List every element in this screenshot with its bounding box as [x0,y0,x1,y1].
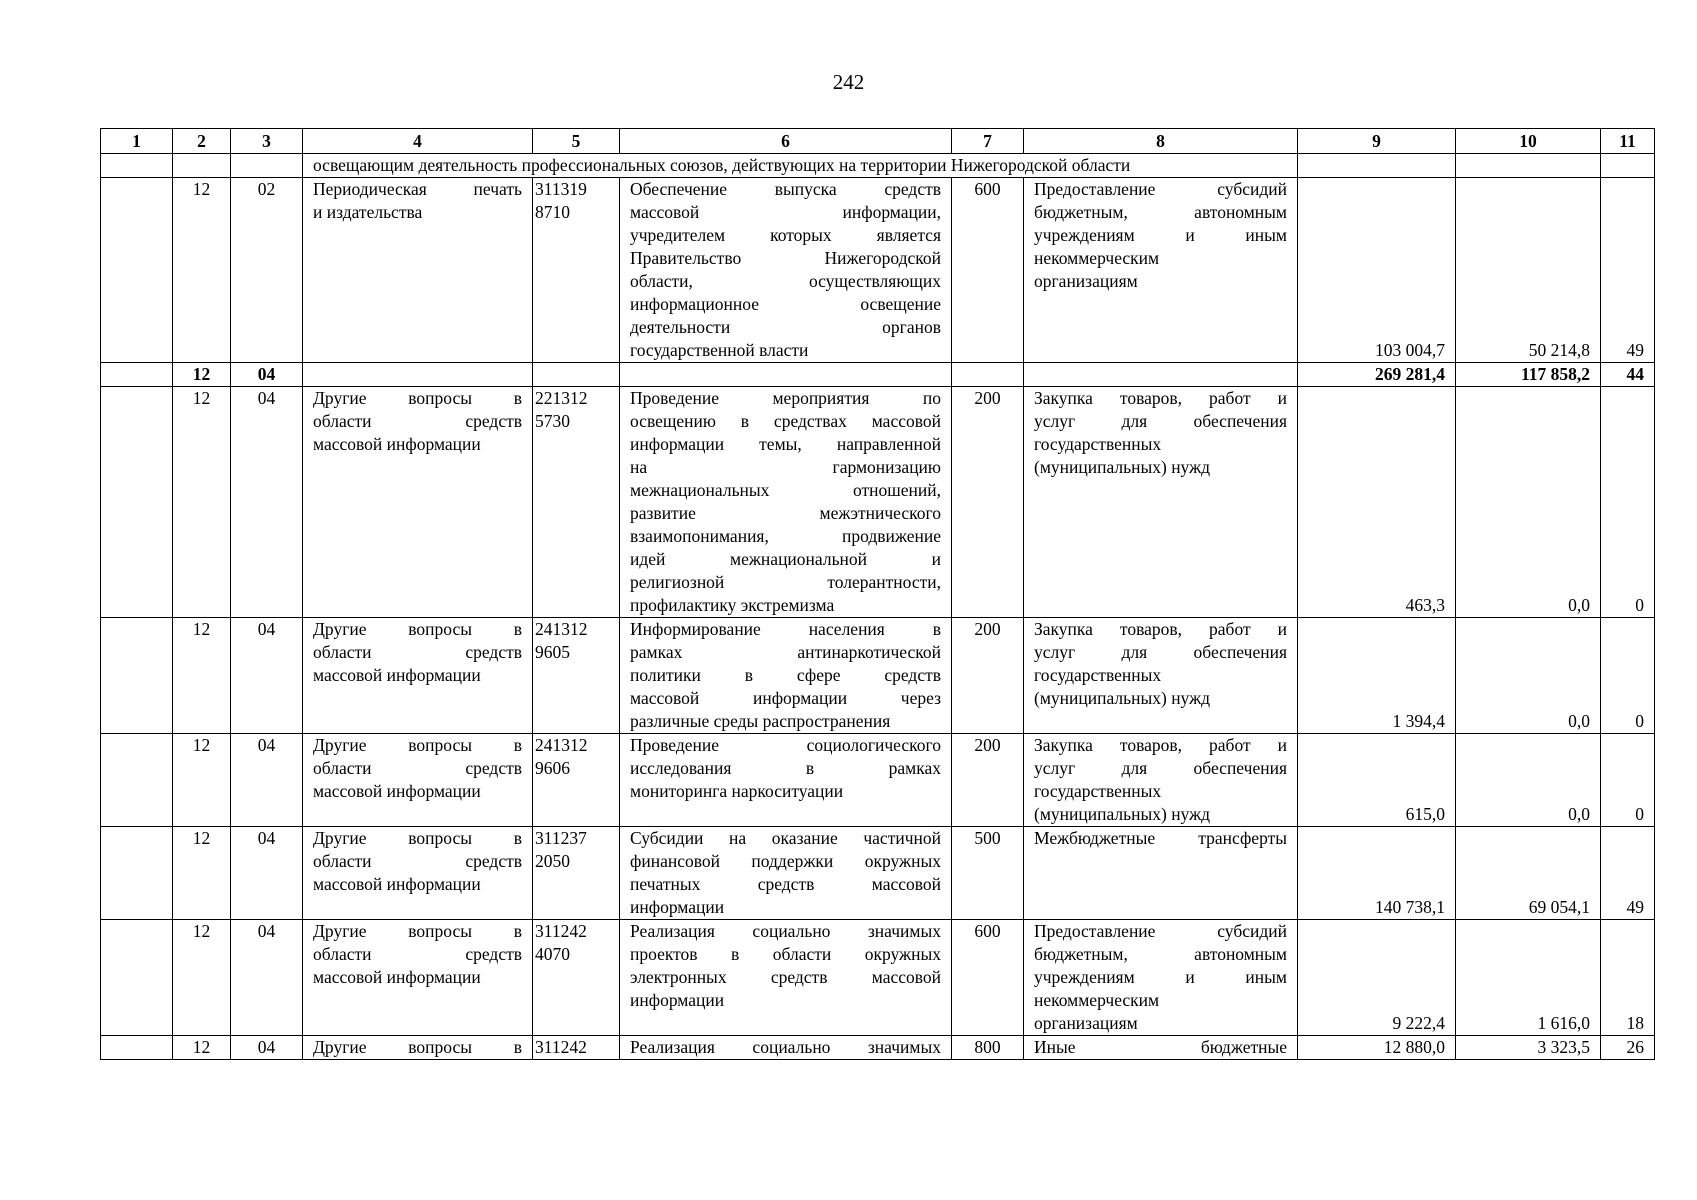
cell-line: 9605 [535,642,570,662]
cell-line: некоммерческим [1034,990,1160,1010]
cell-col1 [101,618,173,734]
cell-expense-type: 600 [952,920,1024,1036]
cell-line: Межбюджетные трансферты [1034,828,1287,848]
cell-line: государственной власти [630,340,809,360]
cell-line: идей межнациональной и [630,549,941,569]
cell-section: 12 [173,387,231,618]
cell-name [303,734,533,827]
cell-expense-type-name [1024,387,1298,618]
cell-line: 311242 [535,921,587,941]
cell-line: деятельности органов [630,317,941,337]
cell-line: Проведение социологического [630,735,941,755]
cell-section: 12 [173,618,231,734]
cell-line: учреждениям и иным [1034,967,1287,987]
continuation-text: освещающим деятельность профессиональных союзов, действующих на территории Нижегородской области [303,154,1298,178]
cell-executed: 3 323,5 [1456,1036,1601,1060]
cell-percent: 0 [1601,387,1655,618]
cell-line: Правительство Нижегородской [630,248,941,268]
cell-expense-type: 500 [952,827,1024,920]
cell-line: Периодическая печать [313,179,522,199]
cell-description [620,920,952,1036]
cell-planned: 9 222,4 [1298,920,1456,1036]
cell-col1 [101,734,173,827]
cell-subsection: 04 [231,827,303,920]
cell-line: организациям [1034,1013,1138,1033]
cell-expense-type: 200 [952,618,1024,734]
cell-line: 221312 [535,388,588,408]
cell-section: 12 [173,827,231,920]
cell-expense-type-name [1024,178,1298,363]
cell-line: услуг для обеспечения [1034,758,1287,778]
column-header: 7 [952,129,1024,154]
cell-executed: 0,0 [1456,618,1601,734]
cell-line: области средств [313,944,522,964]
cell-line: Другие вопросы в [313,735,522,755]
cell-line: мониторинга наркоситуации [630,781,844,801]
column-header: 5 [533,129,620,154]
cell-line: массовой информации [313,434,481,454]
cell-expense-type-name [1024,827,1298,920]
cell-col1 [101,920,173,1036]
cell-name [303,363,533,387]
cell-line: Проведение мероприятия по [630,388,941,408]
cell-section: 12 [173,1036,231,1060]
cell-name [303,1036,533,1060]
cell-target-code [533,734,620,827]
cell-section: 12 [173,920,231,1036]
column-number-row [101,129,1655,154]
cell-subsection: 04 [231,734,303,827]
cell-planned: 269 281,4 [1298,363,1456,387]
cell-subsection: 04 [231,920,303,1036]
cell-target-code [533,178,620,363]
cell-line: освещению в средствах массовой [630,411,941,431]
cell-line: Другие вопросы в [313,921,522,941]
cell-subsection: 04 [231,387,303,618]
cell-line: Иные бюджетные [1034,1037,1287,1057]
cell-line: 4070 [535,944,570,964]
cell-line: (муниципальных) нужд [1034,688,1211,708]
cell-line: учреждениям и иным [1034,225,1287,245]
cell-line: Другие вопросы в [313,828,522,848]
cell-planned: 140 738,1 [1298,827,1456,920]
cell-description [620,178,952,363]
cell-line: 311237 [535,828,587,848]
cell-line: Обеспечение выпуска средств [630,179,941,199]
cell-line: 2050 [535,851,570,871]
cell-name [303,178,533,363]
cell-line: массовой информации [313,874,481,894]
cell-planned: 12 880,0 [1298,1036,1456,1060]
budget-table [100,128,1655,1060]
table-row [101,178,1655,363]
subtotal-row [101,363,1655,387]
cell-line: Закупка товаров, работ и [1034,388,1287,408]
cell-planned: 1 394,4 [1298,618,1456,734]
cell-line: массовой информации [313,781,481,801]
cell-line: Другие вопросы в [313,388,522,408]
cell-line: 311319 [535,179,587,199]
cell-expense-type: 800 [952,1036,1024,1060]
cell-expense-type-name [1024,363,1298,387]
cell-description [620,387,952,618]
cell-name [303,387,533,618]
cell-line: государственных [1034,434,1162,454]
cell-description [620,1036,952,1060]
cell-line: области, осуществляющих [630,271,941,291]
cell-subsection: 04 [231,363,303,387]
continuation-row [101,154,1655,178]
cell-line: некоммерческим [1034,248,1160,268]
cell-executed: 69 054,1 [1456,827,1601,920]
cell-line: развитие межэтнического [630,503,941,523]
cell-expense-type [952,363,1024,387]
cell-line: (муниципальных) нужд [1034,457,1211,477]
cell-executed: 1 616,0 [1456,920,1601,1036]
column-header: 10 [1456,129,1601,154]
cell-line: массовой информации [313,665,481,685]
cell-expense-type: 600 [952,178,1024,363]
cell-col1 [101,363,173,387]
cell-line: 9606 [535,758,570,778]
table-row [101,1036,1655,1060]
cell-line: различные среды распространения [630,711,891,731]
cell-name [303,920,533,1036]
cell-line: 311242 [535,1037,587,1057]
cell-planned: 615,0 [1298,734,1456,827]
cell-target-code [533,618,620,734]
cell-percent: 18 [1601,920,1655,1036]
cell-target-code [533,387,620,618]
table-row [101,734,1655,827]
cell-line: области средств [313,758,522,778]
cell-line: печатных средств массовой [630,874,941,894]
cell-expense-type: 200 [952,734,1024,827]
cell-line: массовой информации, [630,202,941,222]
cell-line: Другие вопросы в [313,1037,522,1057]
cell-line: информационное освещение [630,294,941,314]
cell-line: на гармонизацию [630,457,941,477]
cell-target-code [533,363,620,387]
cell-target-code [533,920,620,1036]
cell-percent: 0 [1601,618,1655,734]
cell-line: 241312 [535,735,588,755]
cell-line: Реализация социально значимых [630,1037,941,1057]
cell-line: массовой информации через [630,688,941,708]
cell-col1 [101,387,173,618]
cell-line: государственных [1034,665,1162,685]
cell-line: Предоставление субсидий [1034,921,1287,941]
column-header: 6 [620,129,952,154]
cell-col1 [101,827,173,920]
page-number: 242 [832,70,865,94]
cell-target-code [533,1036,620,1060]
cell-line: (муниципальных) нужд [1034,804,1211,824]
cell-line: массовой информации [313,967,481,987]
cell-line: Информирование населения в [630,619,941,639]
cell-line: профилактику экстремизма [630,595,835,615]
cell-description [620,827,952,920]
cell-percent: 44 [1601,363,1655,387]
cell-line: области средств [313,411,522,431]
cell-line: области средств [313,642,522,662]
cell-line: исследования в рамках [630,758,941,778]
cell-line: информации темы, направленной [630,434,941,454]
table-row [101,827,1655,920]
cell-description [620,363,952,387]
cell-line: 241312 [535,619,588,639]
cell-col1 [101,1036,173,1060]
cell-percent: 49 [1601,178,1655,363]
cell-line: взаимопонимания, продвижение [630,526,941,546]
cell-expense-type-name [1024,734,1298,827]
cell-subsection: 04 [231,618,303,734]
column-header: 2 [173,129,231,154]
cell-name [303,827,533,920]
cell-planned: 103 004,7 [1298,178,1456,363]
cell-name [303,618,533,734]
cell-line: Закупка товаров, работ и [1034,735,1287,755]
cell-line: информации [630,990,725,1010]
cell-line: Другие вопросы в [313,619,522,639]
table-row [101,618,1655,734]
table-row [101,387,1655,618]
cell-section: 12 [173,734,231,827]
cell-line: рамках антинаркотической [630,642,941,662]
cell-line: области средств [313,851,522,871]
column-header: 9 [1298,129,1456,154]
cell-line: организациям [1034,271,1138,291]
cell-line: государственных [1034,781,1162,801]
cell-line: межнациональных отношений, [630,480,941,500]
cell-subsection: 04 [231,1036,303,1060]
cell-line: бюджетным, автономным [1034,202,1287,222]
table-row [101,920,1655,1036]
cell-line: финансовой поддержки окружных [630,851,941,871]
cell-line: проектов в области окружных [630,944,941,964]
column-header: 1 [101,129,173,154]
cell-line: и издательства [313,202,423,222]
cell-section: 12 [173,363,231,387]
cell-expense-type-name [1024,1036,1298,1060]
column-header: 4 [303,129,533,154]
cell-executed: 117 858,2 [1456,363,1601,387]
cell-description [620,734,952,827]
cell-line: Предоставление субсидий [1034,179,1287,199]
cell-expense-type-name [1024,618,1298,734]
cell-expense-type: 200 [952,387,1024,618]
cell-line: 8710 [535,202,570,222]
cell-line: учредителем которых является [630,225,941,245]
cell-line: бюджетным, автономным [1034,944,1287,964]
cell-line: 5730 [535,411,570,431]
cell-col1 [101,178,173,363]
cell-target-code [533,827,620,920]
cell-line: Реализация социально значимых [630,921,941,941]
cell-line: политики в сфере средств [630,665,941,685]
cell-percent: 26 [1601,1036,1655,1060]
cell-line: электронных средств массовой [630,967,941,987]
cell-line: религиозной толерантности, [630,572,941,592]
cell-subsection: 02 [231,178,303,363]
cell-executed: 0,0 [1456,734,1601,827]
cell-expense-type-name [1024,920,1298,1036]
cell-line: информации [630,897,725,917]
cell-executed: 0,0 [1456,387,1601,618]
cell-executed: 50 214,8 [1456,178,1601,363]
cell-percent: 0 [1601,734,1655,827]
cell-line: услуг для обеспечения [1034,642,1287,662]
cell-section: 12 [173,178,231,363]
cell-percent: 49 [1601,827,1655,920]
cell-planned: 463,3 [1298,387,1456,618]
cell-line: Закупка товаров, работ и [1034,619,1287,639]
column-header: 3 [231,129,303,154]
cell-line: Субсидии на оказание частичной [630,828,941,848]
cell-line: услуг для обеспечения [1034,411,1287,431]
column-header: 11 [1601,129,1655,154]
cell-description [620,618,952,734]
column-header: 8 [1024,129,1298,154]
